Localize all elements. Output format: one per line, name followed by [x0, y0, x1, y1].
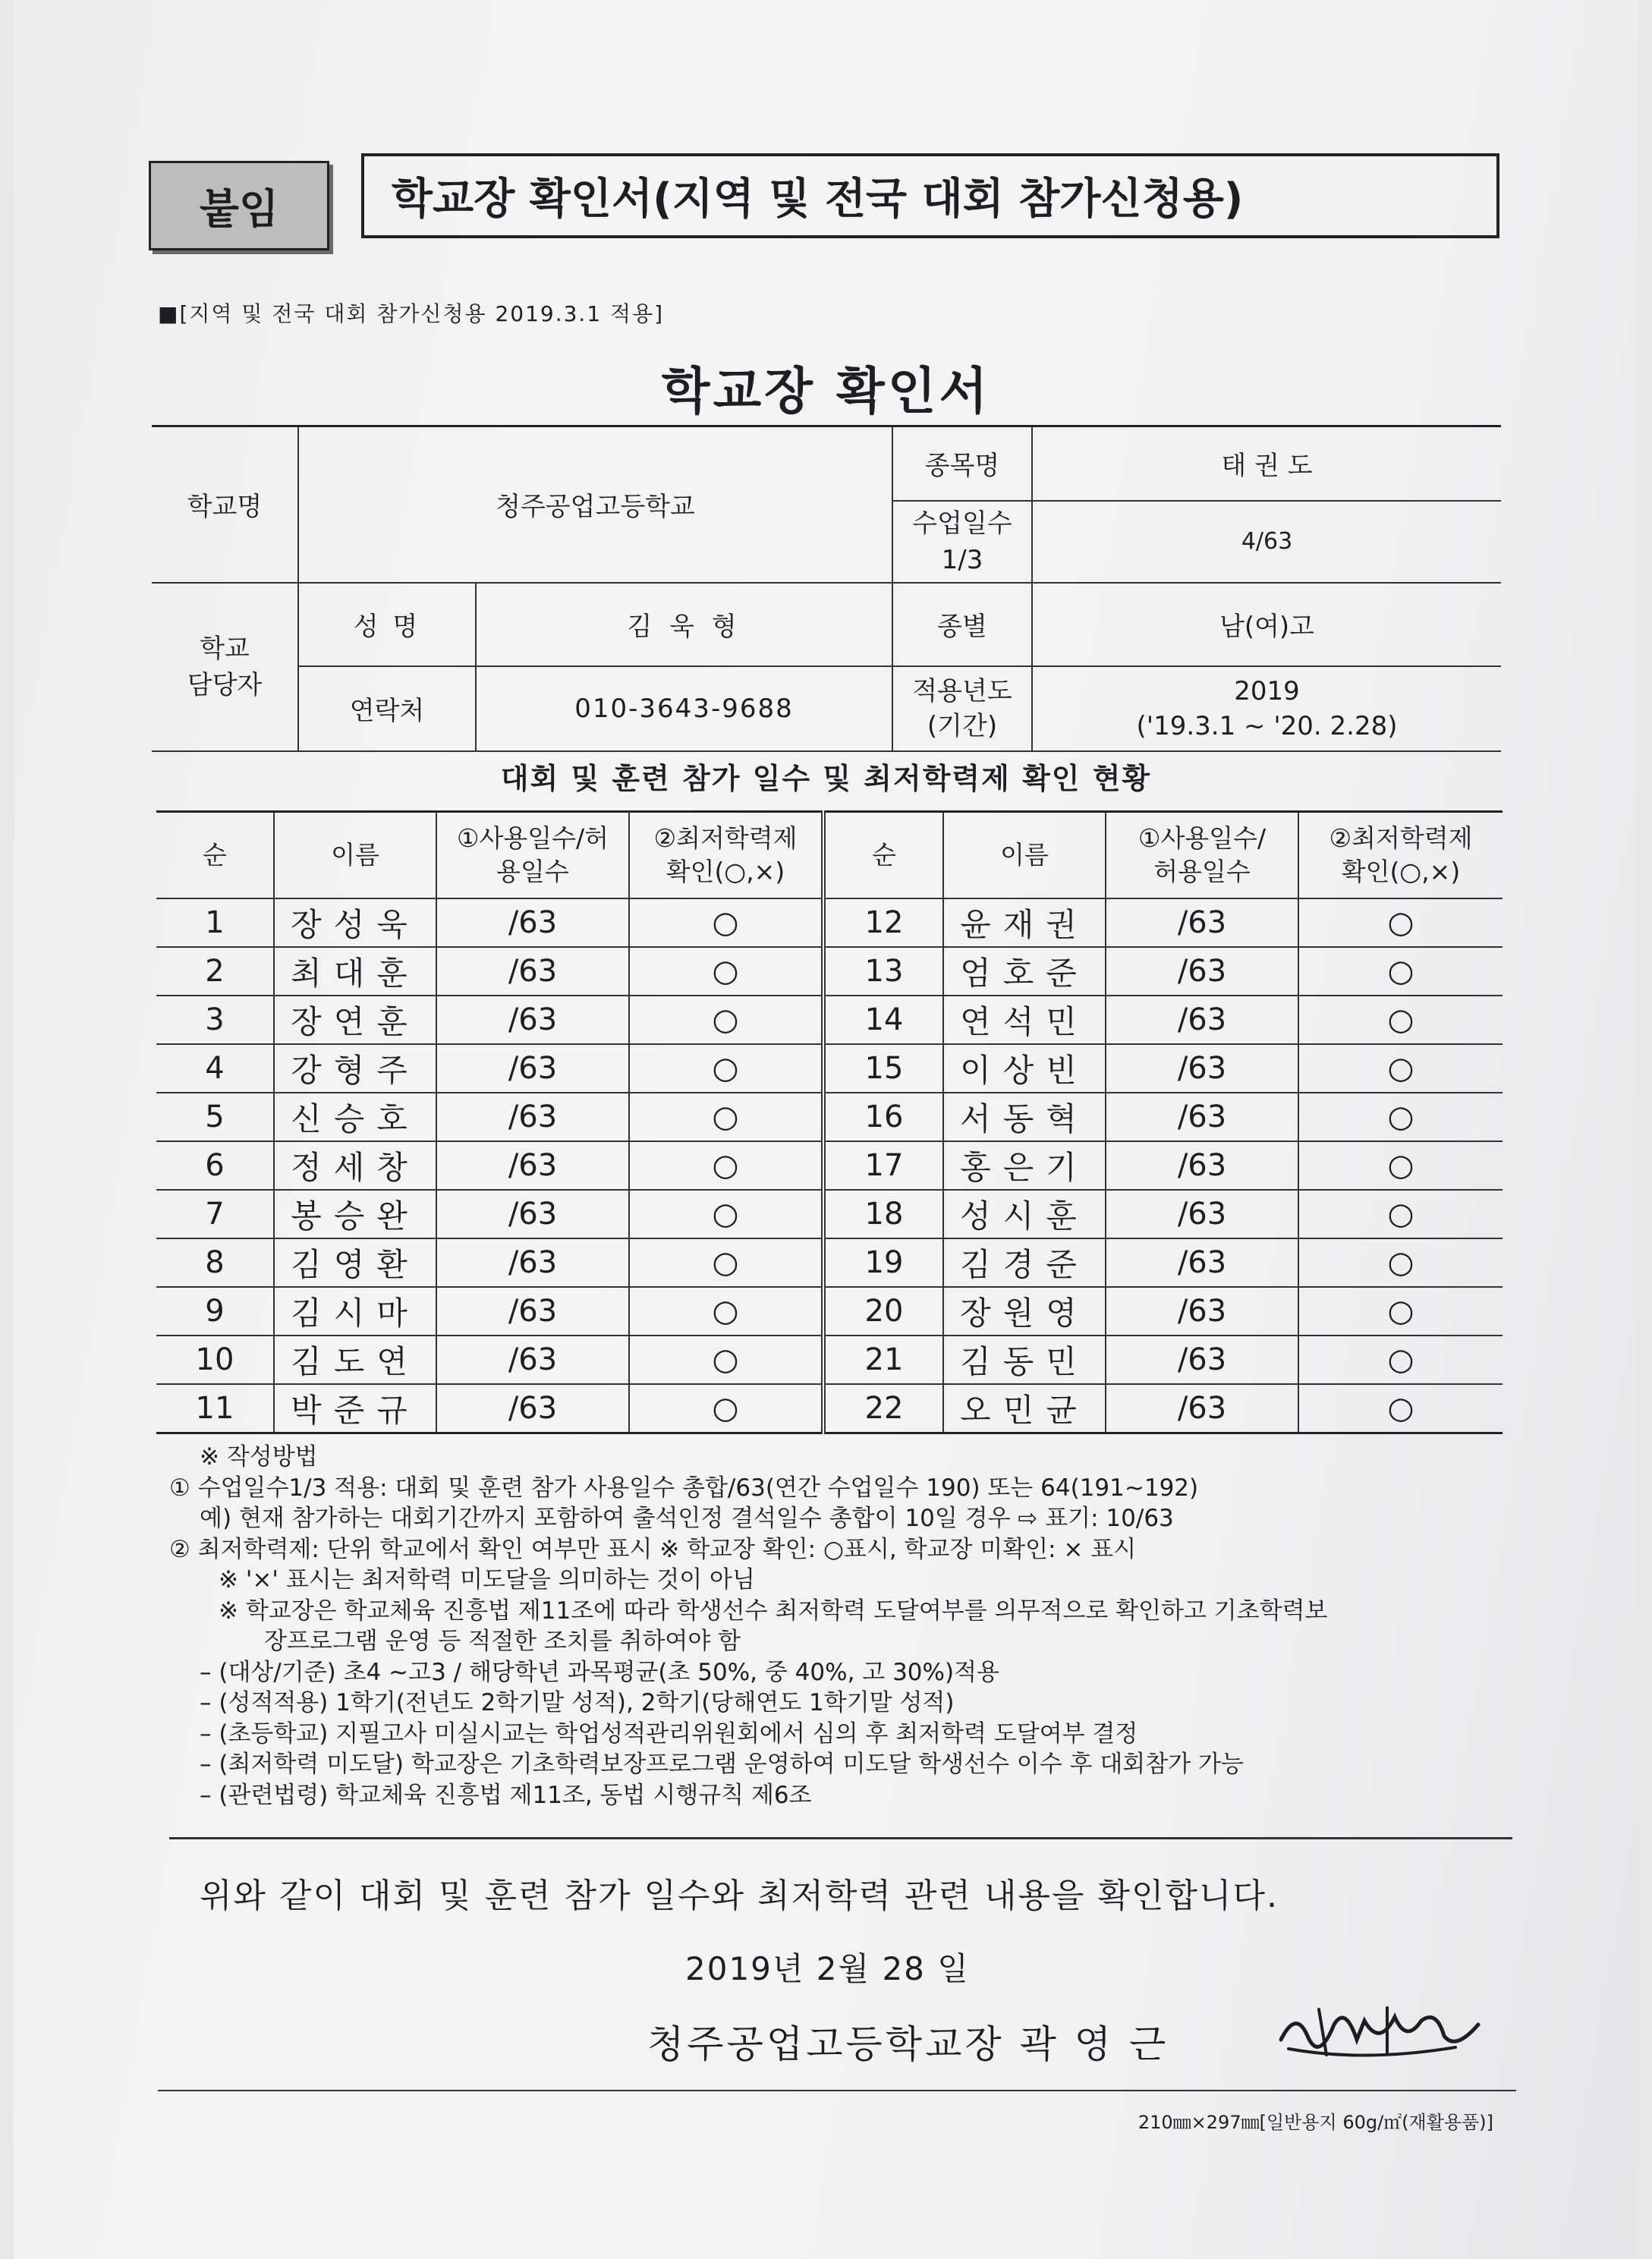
name-cell: 장연훈	[274, 996, 436, 1044]
table-row	[156, 996, 1503, 1044]
check-cell: ○	[1298, 1190, 1503, 1238]
days-cell: /63	[436, 1093, 629, 1141]
section-title: 대회 및 훈련 참가 일수 및 최저학력제 확인 현황	[500, 762, 1152, 795]
table-row	[156, 1238, 1503, 1287]
table-row	[156, 1044, 1503, 1093]
instruction-line: ① 수업일수1/3 적용: 대회 및 훈련 참가 사용일수 총합/63(연간 수업일수 190) 또는 64(191~192)	[169, 1474, 1199, 1502]
check-cell: ○	[1298, 1093, 1503, 1141]
name-cell: 신승호	[274, 1093, 436, 1141]
no-cell: 13	[823, 947, 943, 996]
name-cell: 김시마	[274, 1287, 436, 1336]
col-days-right: ①사용일수/ 허용일수	[1106, 812, 1298, 899]
days-cell: /63	[436, 1141, 629, 1190]
col-days-left: ①사용일수/허 용일수	[436, 812, 629, 899]
instruction-line: 예) 현재 참가하는 대회기간까지 포함하여 출석인정 결석일수 총합이 10일 경우 ⇨ 표기: 10/63	[200, 1505, 1174, 1532]
no-cell: 11	[156, 1384, 274, 1433]
no-cell: 7	[156, 1190, 274, 1238]
year-period: ('19.3.1 ~ '20. 2.28)	[1136, 710, 1398, 741]
check-cell: ○	[1298, 1238, 1503, 1287]
check-cell: ○	[629, 1044, 823, 1093]
instruction-line: – (초등학교) 지필고사 미실시교는 학업성적관리위원회에서 심의 후 최저학력 도달여부 결정	[200, 1719, 1138, 1748]
check-cell: ○	[1298, 1336, 1503, 1384]
instruction-line: – (관련법령) 학교체육 진흥법 제11조, 동법 시행규칙 제6조	[200, 1781, 812, 1809]
name-cell: 엄호준	[943, 947, 1106, 996]
table-row	[156, 1336, 1503, 1384]
days-cell: /63	[436, 1238, 629, 1287]
no-cell: 4	[156, 1044, 274, 1093]
paper-spec-footer: 210㎜×297㎜[일반용지 60g/㎡(재활용품)]	[1138, 2112, 1493, 2133]
no-cell: 5	[156, 1093, 274, 1141]
no-cell: 1	[156, 898, 274, 947]
days-cell: /63	[436, 1287, 629, 1336]
event-value: 태 권 도	[1032, 426, 1501, 501]
days-cell: /63	[1106, 1287, 1298, 1336]
instruction-line: ※ 학교장은 학교체육 진흥법 제11조에 따라 학생선수 최저학력 도달여부를 의무적으로 확인하고 기초학력보	[219, 1597, 1328, 1625]
name-cell: 장성욱	[274, 898, 436, 947]
days-cell: /63	[1106, 1141, 1298, 1190]
table-row	[156, 1287, 1503, 1336]
instruction-line: ② 최저학력제: 단위 학교에서 확인 여부만 표시 ※ 학교장 확인: ○표시, 학교장 미확인: × 표시	[169, 1535, 1137, 1563]
table-row	[156, 1093, 1503, 1141]
col-no-right: 순	[823, 812, 943, 899]
days-cell: /63	[436, 1336, 629, 1384]
instruction-line: ※ '×' 표시는 최저학력 미도달을 의미하는 것이 아님	[219, 1566, 755, 1594]
name-cell: 김동민	[943, 1336, 1106, 1384]
staff-name-value: 김 욱 형	[476, 583, 892, 666]
days-cell: /63	[436, 996, 629, 1044]
document-page	[14, 0, 1638, 2259]
year-cell	[1032, 666, 1501, 751]
principal-signature	[1273, 1994, 1486, 2070]
confirmation-date: 2019년 2월 28 일	[685, 1950, 970, 1987]
applicability-note: ■[지역 및 전국 대회 참가신청용 2019.3.1 적용]	[158, 301, 665, 326]
check-cell: ○	[629, 1384, 823, 1433]
staff-label: 학교 담당자	[152, 583, 298, 751]
name-cell: 김경준	[943, 1238, 1106, 1287]
name-cell: 윤재권	[943, 898, 1106, 947]
days-cell: /63	[1106, 1384, 1298, 1433]
check-cell: ○	[629, 947, 823, 996]
name-cell: 오민균	[943, 1384, 1106, 1433]
table-row	[156, 1384, 1503, 1433]
check-cell: ○	[1298, 1044, 1503, 1093]
days-cell: /63	[1106, 1044, 1298, 1093]
col-no-left: 순	[156, 812, 274, 899]
staff-name-label: 성 명	[298, 583, 476, 666]
participants-table	[156, 810, 1503, 1434]
name-cell: 박준규	[274, 1384, 436, 1433]
table-row	[156, 1141, 1503, 1190]
no-cell: 8	[156, 1238, 274, 1287]
document-header-title: 학교장 확인서(지역 및 전국 대회 참가신청용)	[361, 153, 1499, 238]
footer-divider	[158, 2090, 1516, 2091]
days-cell: /63	[1106, 1238, 1298, 1287]
name-cell: 봉승완	[274, 1190, 436, 1238]
check-cell: ○	[1298, 1141, 1503, 1190]
participants-header-row	[156, 812, 1503, 899]
days-cell: /63	[436, 1384, 629, 1433]
days-cell: /63	[1106, 1336, 1298, 1384]
col-name-left: 이름	[274, 812, 436, 899]
check-cell: ○	[1298, 1287, 1503, 1336]
year-label: 적용년도 (기간)	[892, 666, 1032, 751]
name-cell: 성시훈	[943, 1190, 1106, 1238]
no-cell: 18	[823, 1190, 943, 1238]
name-cell: 이상빈	[943, 1044, 1106, 1093]
check-cell: ○	[629, 1141, 823, 1190]
name-cell: 홍은기	[943, 1141, 1106, 1190]
contact-value: 010-3643-9688	[476, 666, 892, 751]
school-name-value: 청주공업고등학교	[298, 426, 892, 583]
days-cell: /63	[1106, 947, 1298, 996]
no-cell: 19	[823, 1238, 943, 1287]
days-cell: /63	[1106, 1093, 1298, 1141]
class-days-label: 수업일수1/3	[892, 501, 1032, 583]
check-cell: ○	[1298, 947, 1503, 996]
name-cell: 서동혁	[943, 1093, 1106, 1141]
attachment-tag: 붙임	[149, 161, 329, 250]
no-cell: 15	[823, 1044, 943, 1093]
days-cell: /63	[436, 947, 629, 996]
gender-label: 종별	[892, 583, 1032, 666]
days-cell: /63	[1106, 898, 1298, 947]
col-check-right: ②최저학력제 확인(○,×)	[1298, 812, 1503, 899]
name-cell: 강형주	[274, 1044, 436, 1093]
name-cell: 연석민	[943, 996, 1106, 1044]
no-cell: 12	[823, 898, 943, 947]
instruction-line: – (대상/기준) 초4 ~고3 / 해당학년 과목평균(초 50%, 중 40%, 고 30%)적용	[200, 1658, 999, 1686]
divider	[169, 1837, 1512, 1839]
instruction-line: 장프로그램 운영 등 적절한 조치를 취하여야 함	[264, 1628, 741, 1655]
check-cell: ○	[629, 1336, 823, 1384]
instruction-line: ※ 작성방법	[200, 1443, 318, 1471]
days-cell: /63	[436, 1044, 629, 1093]
instruction-line: – (최저학력 미도달) 학교장은 기초학력보장프로그램 운영하여 미도달 학생선수 이수 후 대회참가 가능	[200, 1751, 1244, 1778]
no-cell: 2	[156, 947, 274, 996]
school-name-label: 학교명	[152, 426, 298, 583]
days-cell: /63	[436, 1190, 629, 1238]
event-label: 종목명	[892, 426, 1032, 501]
check-cell: ○	[629, 1287, 823, 1336]
check-cell: ○	[629, 1093, 823, 1141]
no-cell: 9	[156, 1287, 274, 1336]
principal-name: 청주공업고등학교장 곽 영 근	[647, 2022, 1169, 2066]
confirmation-text: 위와 같이 대회 및 훈련 참가 일수와 최저학력 관련 내용을 확인합니다.	[200, 1877, 1279, 1915]
check-cell: ○	[1298, 1384, 1503, 1433]
days-cell: /63	[1106, 1190, 1298, 1238]
days-cell: /63	[436, 898, 629, 947]
no-cell: 3	[156, 996, 274, 1044]
check-cell: ○	[1298, 996, 1503, 1044]
check-cell: ○	[629, 1238, 823, 1287]
no-cell: 21	[823, 1336, 943, 1384]
contact-label: 연락처	[298, 666, 476, 751]
table-row	[156, 898, 1503, 947]
year-value: 2019	[1234, 675, 1300, 706]
school-info-table	[152, 425, 1501, 752]
check-cell: ○	[629, 996, 823, 1044]
check-cell: ○	[629, 1190, 823, 1238]
name-cell: 김도연	[274, 1336, 436, 1384]
check-cell: ○	[629, 898, 823, 947]
col-check-left: ②최저학력제 확인(○,×)	[629, 812, 823, 899]
no-cell: 14	[823, 996, 943, 1044]
no-cell: 6	[156, 1141, 274, 1190]
page-title: 학교장 확인서	[661, 362, 991, 420]
instructions-block	[169, 1442, 1328, 1811]
name-cell: 김영환	[274, 1238, 436, 1287]
no-cell: 16	[823, 1093, 943, 1141]
instruction-line: – (성적적용) 1학기(전년도 2학기말 성적), 2학기(당해연도 1학기말 성적)	[200, 1689, 955, 1716]
gender-value: 남(여)고	[1032, 583, 1501, 666]
class-days-value: 4/63	[1032, 501, 1501, 583]
table-row	[156, 947, 1503, 996]
col-name-right: 이름	[943, 812, 1106, 899]
no-cell: 17	[823, 1141, 943, 1190]
table-row	[156, 1190, 1503, 1238]
check-cell: ○	[1298, 898, 1503, 947]
days-cell: /63	[1106, 996, 1298, 1044]
no-cell: 10	[156, 1336, 274, 1384]
name-cell: 최대훈	[274, 947, 436, 996]
name-cell: 장원영	[943, 1287, 1106, 1336]
no-cell: 20	[823, 1287, 943, 1336]
name-cell: 정세창	[274, 1141, 436, 1190]
no-cell: 22	[823, 1384, 943, 1433]
